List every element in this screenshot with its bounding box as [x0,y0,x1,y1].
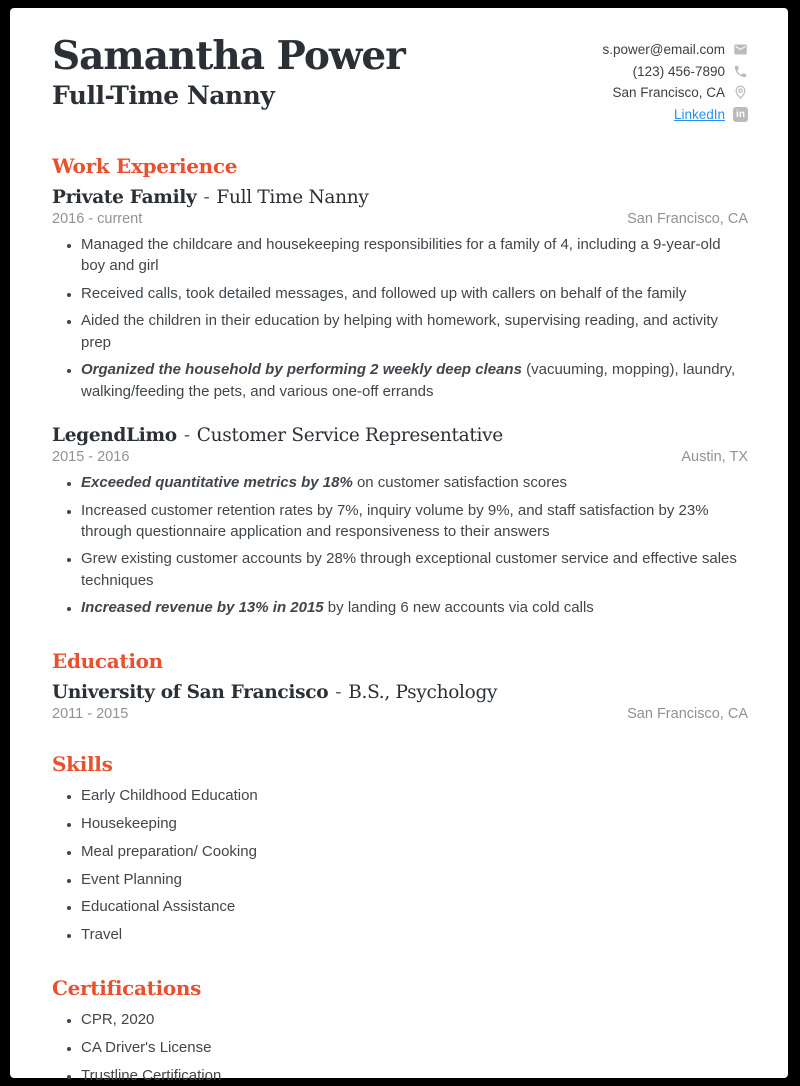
section-heading-certifications: Certifications [52,975,202,1000]
job-bullet [81,283,748,304]
bullet-lead: Exceeded quantitative metrics by 18% [81,474,353,492]
job-bullet [81,234,748,277]
skill-item: • Early Childhood Education [81,785,748,806]
person-name: Samantha Power [52,33,405,79]
bullet-lead: Increased revenue by 13% in 2015 [81,599,324,617]
job-entry [52,425,748,619]
job-entry [52,187,748,402]
skill-item: • Housekeeping [81,813,748,834]
title-separator: - [335,681,342,703]
section-heading-education: Education [52,648,163,673]
job-bullet [81,472,748,493]
linkedin-icon: in [733,107,748,122]
company-name: LegendLimo [52,425,177,447]
section-heading-work-experience: Work Experience [52,154,238,178]
person-job-title: Full-Time Nanny [52,80,275,110]
company-name: Private Family [52,187,197,208]
bullet-lead: Organized the household by performing 2 weekly deep cleans [81,361,522,379]
certification-item: • CPR, 2020 [81,1009,748,1030]
resume-page [10,8,788,1084]
contact-email-text: s.power@email.com [602,42,725,58]
job-dates: 2015 - 2016 [52,449,130,466]
education-meta-row [52,706,748,722]
job-bullet-list [52,234,748,402]
job-title-row [52,187,748,208]
certification-item: • Trustline Certification [81,1065,748,1086]
certifications-list [52,1009,748,1086]
bullet-text: Increased customer retention rates by 7%, inquiry volume by 9%, and staff satisfaction by 23% through questionnaire application and responsiveness to their answers [81,501,709,540]
contact-block [603,35,749,125]
school-name: University of San Francisco [52,681,329,703]
job-bullet [81,310,748,353]
contact-linkedin [603,104,749,126]
job-bullet [81,597,748,618]
job-bullet-list [52,472,748,619]
bullet-text: Managed the childcare and housekeeping responsibilities for a family of 4, including a 9-year-old boy and girl [81,236,721,275]
bullet-text: (vacuuming, mopping), laundry, walking/feeding the pets, and various one-off errands [81,361,736,400]
job-bullet [81,500,748,543]
linkedin-link[interactable]: LinkedIn [673,106,725,122]
education-entry [52,682,748,722]
section-heading-skills: Skills [52,751,113,776]
job-role: Full Time Nanny [216,187,369,208]
job-location: Austin, TX [681,449,748,466]
bullet-text: Grew existing customer accounts by 28% through exceptional customer service and effective sales techniques [81,550,737,589]
education-location: San Francisco, CA [627,705,748,722]
contact-location-text: San Francisco, CA [612,85,725,101]
contact-location [603,82,749,104]
skill-item: • Travel [81,924,748,945]
resume-header [52,35,748,125]
job-dates: 2016 - current [52,211,143,227]
job-title-row [52,425,748,446]
title-separator: - [183,425,190,447]
bullet-text: on customer satisfaction scores [352,474,568,492]
bullet-text: by landing 6 new accounts via cold calls [323,599,594,617]
title-separator: - [203,187,210,208]
job-meta-row [52,449,748,465]
contact-email [603,39,749,61]
location-pin-icon [733,85,748,100]
identity-block [52,35,405,111]
job-meta-row [52,211,748,227]
education-dates: 2011 - 2015 [52,705,129,722]
bullet-text: Aided the children in their education by helping with homework, supervising reading, and activity prep [81,312,719,351]
contact-phone [603,61,749,83]
skill-item: • Educational Assistance [81,896,748,917]
job-bullet [81,359,748,402]
skill-item: • Meal preparation/ Cooking [81,841,748,862]
phone-icon [733,64,748,79]
education-title-row [52,682,748,703]
certification-item: • CA Driver's License [81,1037,748,1058]
contact-phone-text: (123) 456-7890 [632,63,725,79]
bullet-text: Received calls, took detailed messages, and followed up with callers on behalf of the family [81,284,687,302]
job-location: San Francisco, CA [627,211,748,227]
job-role: Customer Service Representative [196,425,503,447]
email-icon [733,42,748,57]
job-bullet [81,548,748,591]
degree: B.S., Psychology [348,681,498,703]
skills-list [52,785,748,946]
skill-item: • Event Planning [81,869,748,890]
